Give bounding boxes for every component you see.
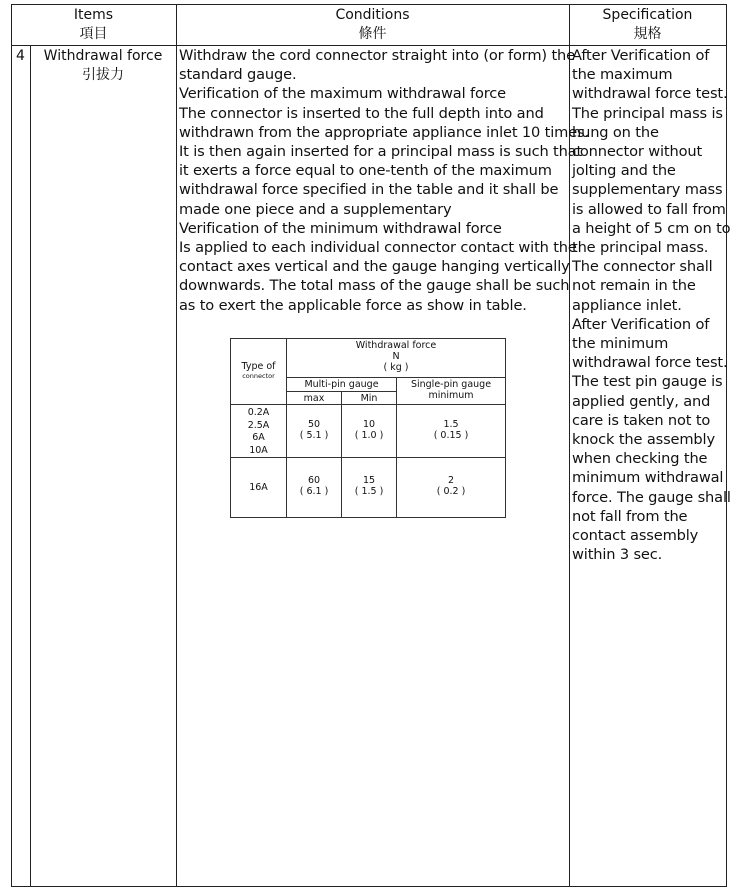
specification-line: not remain in the: [572, 277, 696, 295]
outer-left-border: [11, 4, 12, 887]
ft-border-top: [230, 338, 506, 339]
specification-line: applied gently, and: [572, 392, 711, 410]
conditions-line: It is then again inserted for a principal mass is such that: [179, 143, 583, 161]
specification-line: the principal mass.: [572, 239, 709, 257]
ft-header-divider: [230, 404, 506, 405]
ft-row2-max-kg: ( 6.1 ): [299, 486, 329, 497]
items-header: [11, 6, 176, 44]
conditions-header: [176, 6, 569, 44]
specification-line: knock the assembly: [572, 431, 715, 449]
ft-row2-max-n: 60: [307, 475, 321, 486]
item-cell: [30, 47, 176, 85]
specification-text: [572, 46, 731, 564]
ft-row2-types: [231, 482, 286, 493]
ft-row1-type-3: 6A: [252, 432, 265, 443]
specification-line: The principal mass is: [572, 104, 723, 122]
specification-line: minimum withdrawal: [572, 469, 724, 487]
conditions-line: as to exert the applicable force as show in table.: [179, 296, 527, 314]
ft-row1-single-n: 1.5: [443, 419, 459, 430]
conditions-line: Verification of the minimum withdrawal force: [179, 219, 502, 237]
ft-row1-type-1: 0.2A: [247, 407, 270, 418]
specification-line: The connector shall: [572, 258, 713, 276]
conditions-line: downwards. The total mass of the gauge shall be such: [179, 277, 570, 295]
conditions-line: Verification of the maximum withdrawal force: [179, 85, 506, 103]
ft-withdrawal-header: [287, 340, 505, 373]
specification-line: is allowed to fall from: [572, 200, 726, 218]
conditions-line: made one piece and a supplementary: [179, 200, 452, 218]
items-header-en: Items: [73, 7, 114, 23]
ft-row1-single-kg: ( 0.15 ): [433, 430, 469, 441]
ft-row1-min: [342, 419, 396, 441]
specification-line: connector without: [572, 143, 703, 161]
ft-row2-single: [397, 475, 505, 497]
conditions-line: Withdraw the cord connector straight into (or form) the: [179, 47, 575, 64]
specification-line: After Verification of: [572, 315, 710, 333]
specification-line: care is taken not to: [572, 411, 711, 429]
conditions-line: contact axes vertical and the gauge hanging vertically: [179, 258, 570, 276]
specification-line: not fall from the: [572, 507, 688, 525]
conditions-line: standard gauge.: [179, 66, 297, 84]
ft-row1-max: [287, 419, 341, 441]
ft-single-pin-header-line1: Single-pin gauge: [410, 379, 492, 390]
ft-type-header-line1: Type of: [241, 361, 276, 372]
ft-row2-min-n: 15: [362, 475, 376, 486]
ft-row1-types: [231, 407, 286, 457]
conditions-line: The connector is inserted to the full depth into and: [179, 104, 544, 122]
specification-line: appliance inlet.: [572, 296, 682, 314]
ft-row2-single-kg: ( 0.2 ): [436, 486, 466, 497]
items-header-zh: 項目: [79, 26, 108, 42]
specification-line: the minimum: [572, 335, 669, 353]
specification-line: jolting and the: [572, 162, 676, 180]
specification-line: force. The gauge shall: [572, 488, 731, 506]
specification-line: hung on the: [572, 123, 659, 141]
specification-line: After Verification of: [572, 47, 710, 64]
specification-header-zh: 規格: [633, 26, 662, 42]
specification-line: supplementary mass: [572, 181, 723, 199]
specification-line: the maximum: [572, 66, 673, 84]
ft-row1-type-4: 10A: [249, 444, 268, 456]
ft-row2-min-kg: ( 1.5 ): [354, 486, 384, 497]
ft-row1-type-2: 2.5A: [247, 419, 270, 431]
ft-single-pin-header: [397, 379, 505, 401]
item-name-zh: 引拔力: [82, 67, 124, 83]
ft-min-header: Min: [360, 393, 378, 404]
ft-max-header: max: [303, 393, 325, 404]
specification-header: [569, 6, 726, 44]
conditions-text: [179, 46, 589, 315]
specification-line: when checking the: [572, 450, 708, 468]
ft-maxmin-divider: [341, 391, 342, 518]
specification-line: withdrawal force test.: [572, 354, 728, 372]
ft-withdrawal-header-line1: Withdrawal force: [355, 340, 437, 351]
specification-line: contact assembly: [572, 527, 699, 545]
ft-row2-single-n: 2: [447, 475, 455, 486]
outer-bottom-border: [11, 886, 727, 887]
ft-withdrawal-header-line3: ( kg ): [383, 362, 409, 373]
ft-withdrawal-header-line2: N: [392, 351, 400, 362]
ft-type-header-line2: connector: [242, 372, 275, 380]
outer-top-border: [11, 4, 727, 5]
row-number: 4: [16, 48, 25, 64]
ft-border-bottom: [230, 517, 506, 518]
conditions-line: Is applied to each individual connector contact with the: [179, 239, 577, 257]
ft-single-pin-header-line2: minimum: [428, 390, 474, 401]
specification-line: a height of 5 cm on to: [572, 219, 731, 237]
specification-header-en: Specification: [602, 7, 693, 23]
ft-row2-type-1: 16A: [249, 482, 268, 493]
ft-type-header: [231, 361, 286, 380]
conditions-line: withdrawn from the appropriate appliance inlet 10 times.: [179, 123, 589, 141]
conditions-header-en: Conditions: [335, 7, 410, 23]
specification-line: within 3 sec.: [572, 546, 663, 564]
withdrawal-force-table: [230, 338, 506, 518]
ft-row1-max-n: 50: [307, 419, 321, 430]
ft-row1-single: [397, 419, 505, 441]
specification-line: The test pin gauge is: [572, 373, 723, 391]
ft-multi-pin-header: Multi-pin gauge: [304, 379, 379, 390]
ft-row2-max: [287, 475, 341, 497]
conditions-header-zh: 條件: [358, 26, 387, 42]
specification-line: withdrawal force test.: [572, 85, 728, 103]
ft-border-right: [505, 338, 506, 518]
items-column-divider: [176, 4, 177, 887]
item-name-en: Withdrawal force: [43, 48, 163, 64]
ft-row1-min-n: 10: [362, 419, 376, 430]
number-column-divider: [30, 45, 31, 887]
conditions-line: withdrawal force specified in the table and it shall be: [179, 181, 559, 199]
ft-row1-min-kg: ( 1.0 ): [354, 430, 384, 441]
ft-row2-min: [342, 475, 396, 497]
ft-row1-max-kg: ( 5.1 ): [299, 430, 329, 441]
ft-row-divider: [230, 457, 506, 458]
conditions-line: it exerts a force equal to one-tenth of the maximum: [179, 162, 552, 180]
